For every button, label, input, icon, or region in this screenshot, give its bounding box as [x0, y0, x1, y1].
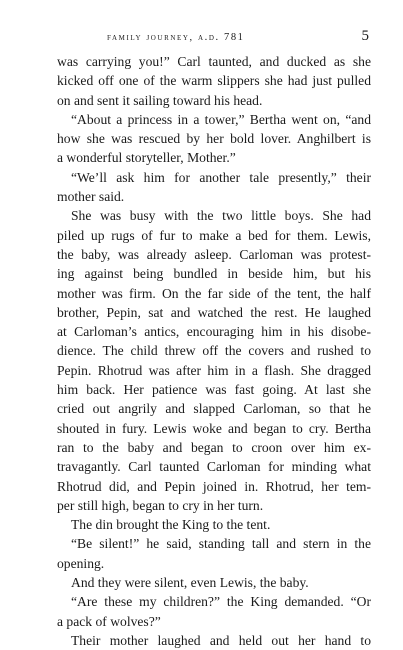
text-line: kicked off one of the warm slippers she had just pulled	[57, 73, 371, 89]
text-line: at Carloman’s antics, encouraging him in his disobe-	[57, 324, 371, 340]
text-line: mother was firm. On the far side of the tent, the half	[57, 285, 371, 301]
text-line: Their mother laughed and held out her hand to	[71, 632, 371, 648]
text-line: opening.	[57, 555, 105, 571]
page-number: 5	[361, 28, 369, 44]
text-line: per still high, began to cry in her turn.	[57, 497, 264, 513]
text-line: piled up rugs of fur to make a bed for them. Lewis,	[57, 227, 371, 243]
body-text	[57, 52, 371, 650]
page-header	[57, 28, 371, 54]
text-line: was carrying you!” Carl taunted, and ducked as she	[57, 54, 371, 69]
text-line: him back. Her patience was fast going. At last she	[57, 382, 371, 398]
text-line: “Are these my children?” the King demanded. “Or	[71, 594, 371, 610]
text-line: “We’ll ask him for another tale presently,” their	[71, 169, 371, 185]
text-line: And they were silent, even Lewis, the baby.	[71, 575, 309, 591]
text-line: a pack of wolves?”	[57, 613, 161, 629]
text-line: the baby, was already asleep. Carloman was protest-	[57, 246, 371, 262]
text-line: on and sent it sailing toward his head.	[57, 92, 263, 108]
text-line: cried out angrily and slapped Carloman, so that he	[57, 401, 371, 417]
text-line: brother, Pepin, sat and watched the rest. He laughed	[57, 304, 371, 320]
text-line: shouted in fury. Lewis woke and began to cry. Bertha	[57, 420, 371, 436]
text-line: ing against being bundled in beside him, but his	[57, 266, 371, 282]
text-line: The din brought the King to the tent.	[71, 517, 271, 533]
running-head: family journey, a.d. 781	[107, 32, 245, 43]
text-line: She was busy with the two little boys. She had	[71, 208, 371, 224]
text-line: Rhotrud did, and Pepin joined in. Rhotrud, her tem-	[57, 478, 371, 494]
text-line: dience. The child threw off the covers and rushed to	[57, 343, 371, 359]
text-line: mother said.	[57, 189, 125, 205]
text-line: Pepin. Rhotrud was after him in a flash. She dragged	[57, 362, 371, 378]
text-line: how she was rescued by her bold lover. Anghilbert is	[57, 131, 371, 147]
text-line: a wonderful storyteller, Mother.”	[57, 150, 236, 166]
text-line: ran to the baby and began to croon over him ex-	[57, 439, 371, 455]
text-line: “About a princess in a tower,” Bertha went on, “and	[71, 111, 371, 127]
text-line: “Be silent!” he said, standing tall and stern in the	[71, 536, 371, 552]
book-page	[57, 28, 371, 648]
text-line: travagantly. Carl taunted Carloman for minding what	[57, 459, 371, 475]
